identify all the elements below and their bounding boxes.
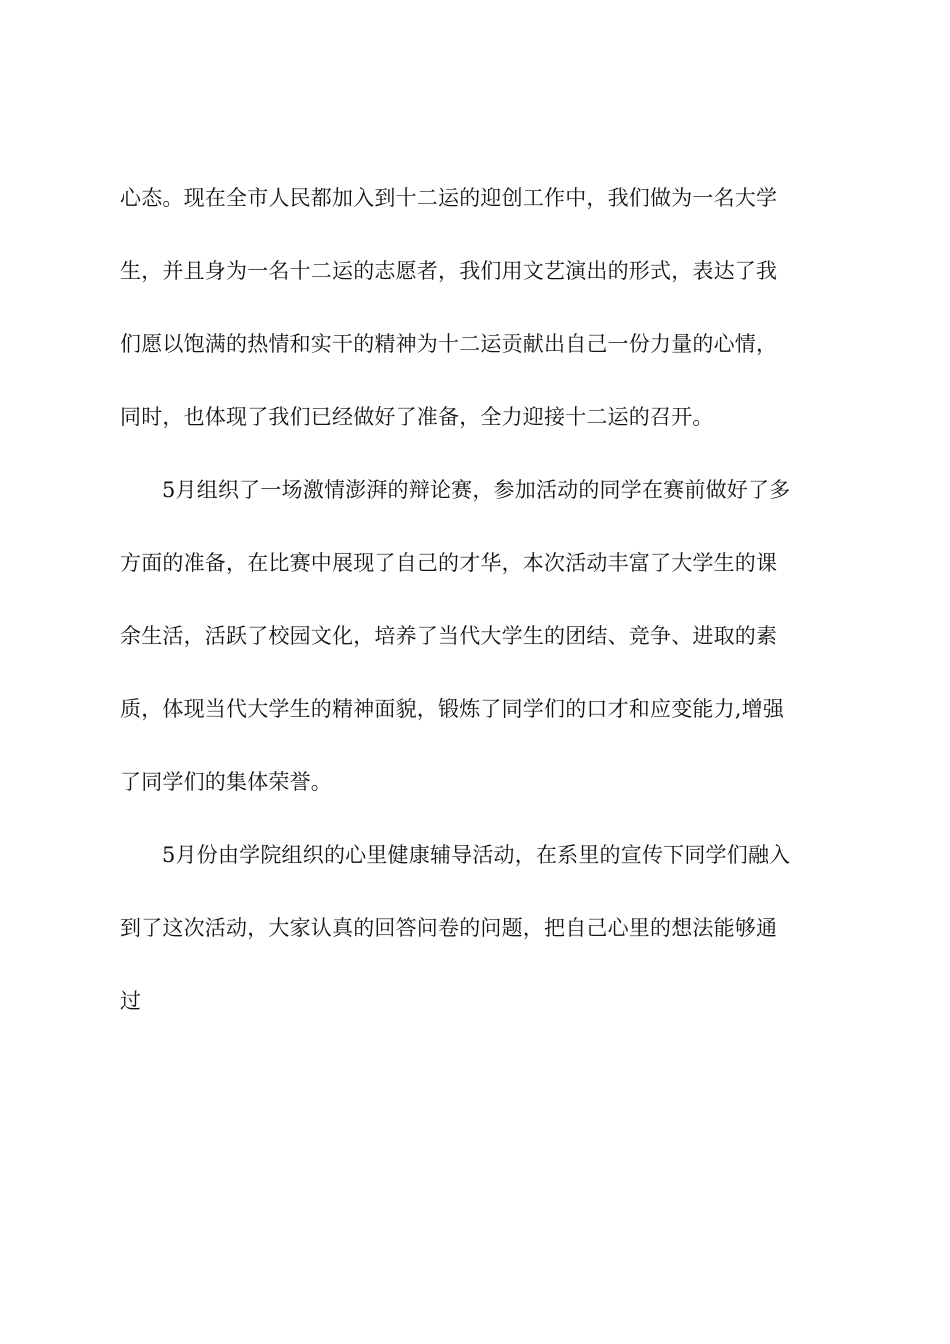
text-line: 了同学们的集体荣誉。: [120, 770, 332, 794]
text-line: 方面的准备，在比赛中展现了自己的才华，本次活动丰富了大学生的课: [120, 551, 778, 575]
text-line: 同时，也体现了我们已经做好了准备，全力迎接十二运的召开。: [120, 405, 714, 429]
document-body: [120, 176, 832, 1052]
paragraph-first-line: 5月组织了一场激情澎湃的辩论赛，参加活动的同学在赛前做好了多: [162, 478, 791, 502]
text-line: 心态。现在全市人民都加入到十二运的迎创工作中，我们做为一名大学: [120, 186, 778, 210]
text-line: 过: [120, 989, 142, 1013]
text-line: 们愿以饱满的热情和实干的精神为十二运贡献出自己一份力量的心情，: [120, 332, 778, 356]
paragraph-first-line: 5月份由学院组织的心里健康辅导活动，在系里的宣传下同学们融入: [162, 843, 791, 867]
text-line: 到了这次活动，大家认真的回答问卷的问题，把自己心里的想法能够通: [120, 916, 778, 940]
text-line: 余生活，活跃了校园文化，培养了当代大学生的团结、竞争、进取的素: [120, 624, 778, 648]
text-line: 质，体现当代大学生的精神面貌，锻炼了同学们的口才和应变能力,增强: [120, 697, 785, 721]
text-line: 生，并且身为一名十二运的志愿者，我们用文艺演出的形式，表达了我: [120, 259, 778, 283]
